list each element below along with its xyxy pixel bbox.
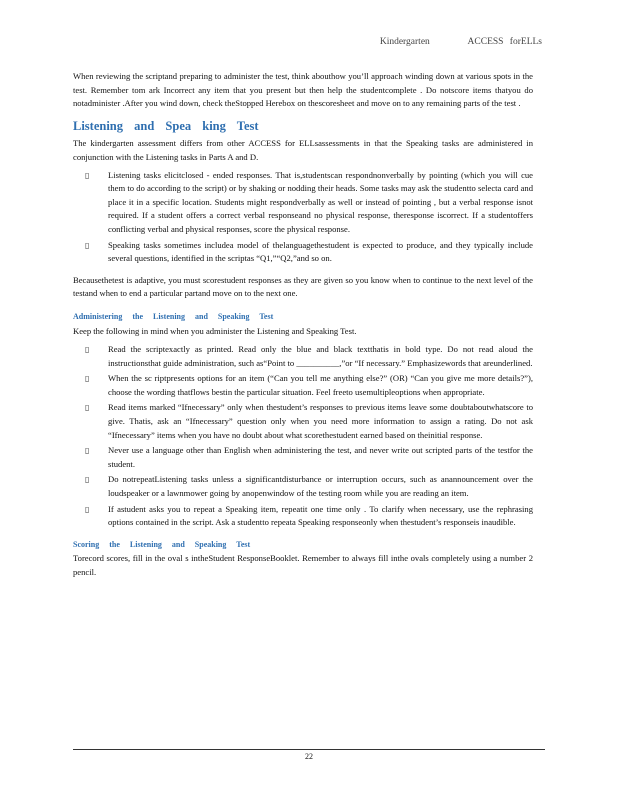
bullet-icon: ▯ <box>85 374 90 384</box>
list-item-text: Never use a language other than English when administering the test, and never write out scripted parts of the testfor the student. <box>108 445 533 469</box>
bullet-icon: ▯ <box>85 403 90 413</box>
bullet-icon: ▯ <box>85 170 90 180</box>
list-item <box>73 444 533 471</box>
subheading-scoring: Scoring the Listening and Speaking Test <box>73 539 251 549</box>
list-item-text: Read items marked “Ifnecessary” only when thestudent’s responses to previous items leave some doubtaboutwhatscore to give. Thatis, ask an “Ifnecessary” question only when you need more information to assign a rating. Do not ask “Ifnecessary” items when you have no doubt about what scorethestudent earned based on theinitial response. <box>108 402 533 440</box>
list-item <box>73 169 533 237</box>
subheading-administering: Administering the Listening and Speaking Test <box>73 311 274 321</box>
section-intro: The kindergarten assessment differs from other ACCESS for ELLsassessments in that the Speaking tasks are administered in conjunction with the Listening tasks in Parts A and D. <box>73 138 533 162</box>
intro-paragraph: When reviewing the scriptand preparing to administer the test, think abouthow you’ll approach winding down at various spots in the test. Remember tom ark Incorrect any item that you present but then help the studentcomplete . Do notscore items thatyou do notadminister .After you wind down, check theStopped Herebox on thescoresheet and move on to any remaining parts of the test . <box>73 71 533 109</box>
list-item-text: Speaking tasks sometimes includea model of thelanguagethestudent is expected to produce, and they typically include several questions, identified in the scriptas “Q1,”“Q2,”and so on. <box>108 239 533 264</box>
list-item <box>73 343 533 370</box>
page-number: 22 <box>305 752 313 761</box>
header-title: ACCESS forELLs <box>467 37 542 47</box>
bullet-icon: ▯ <box>85 504 90 514</box>
list-item <box>73 372 533 399</box>
bullet-icon: ▯ <box>85 475 90 485</box>
header-grade: Kindergarten <box>379 37 430 47</box>
list-item <box>73 239 533 266</box>
scoring-paragraph: Torecord scores, fill in the oval s intheStudent ResponseBooklet. Remember to always fill inthe ovals completely using a number 2 pencil. <box>73 553 533 577</box>
list-item-text: Listening tasks elicitclosed - ended responses. That is,studentscan respondnonverbally by pointing (which you will cue them to do according to the script) or by shaking or nodding their heads. Some tasks may ask the studentto selecta card and place it in a specific location. Students might respondverbally as well or instead of pointing , but a verbal response isnot required. If a student offers a correct verbal responseand no physical response, theresponse iscorrect. If a studentoffers conflicting verbal and physical responses, score the physical response. <box>108 169 533 234</box>
page-body <box>73 70 533 589</box>
page-header <box>380 37 542 47</box>
bullet-icon: ▯ <box>85 240 90 250</box>
section-heading: Listening and Spea king Test <box>73 118 259 133</box>
list-item <box>73 401 533 442</box>
administering-intro: Keep the following in mind when you administer the Listening and Speaking Test. <box>73 325 357 336</box>
list-item <box>73 503 533 530</box>
list-item-text: When the sc riptpresents options for an item (“Can you tell me anything else?” (OR) “Can you give me more details?”), choose the wording thatflows bestin the particular situation. Feel freeto usemultipleoptions when appropriate. <box>108 373 533 397</box>
list-item-text: Read the scriptexactly as printed. Read only the blue and black textthatis in bold type. Do not read aloud the instructionsthat guide administration, such as“Point to __________,”or “If necessary.” Emphasizewords that areunderlined. <box>108 344 533 368</box>
adaptive-paragraph: Becausethetest is adaptive, you must scorestudent responses as they are given so you know when to continue to the next level of the testand when to end a particular partand move on to the next one. <box>73 274 533 299</box>
list-item-text: Do notrepeatListening tasks unless a significantdisturbance or interruption occurs, such as anannouncement over the loudspeaker or a lawnmower going by anopenwindow of the testing room while you are reading an item. <box>108 474 533 499</box>
listening-speaking-list <box>73 169 533 266</box>
administering-list <box>73 343 533 530</box>
list-item <box>73 473 533 500</box>
footer-divider <box>73 749 545 750</box>
bullet-icon: ▯ <box>85 345 90 355</box>
bullet-icon: ▯ <box>85 446 90 456</box>
list-item-text: If astudent asks you to repeat a Speaking item, repeatit one time only . To clarify when necessary, use the rephrasing options contained in the script. Ask a studentto repeata Speaking responseonly when thestudent’s responseis inaudible. <box>108 503 533 528</box>
